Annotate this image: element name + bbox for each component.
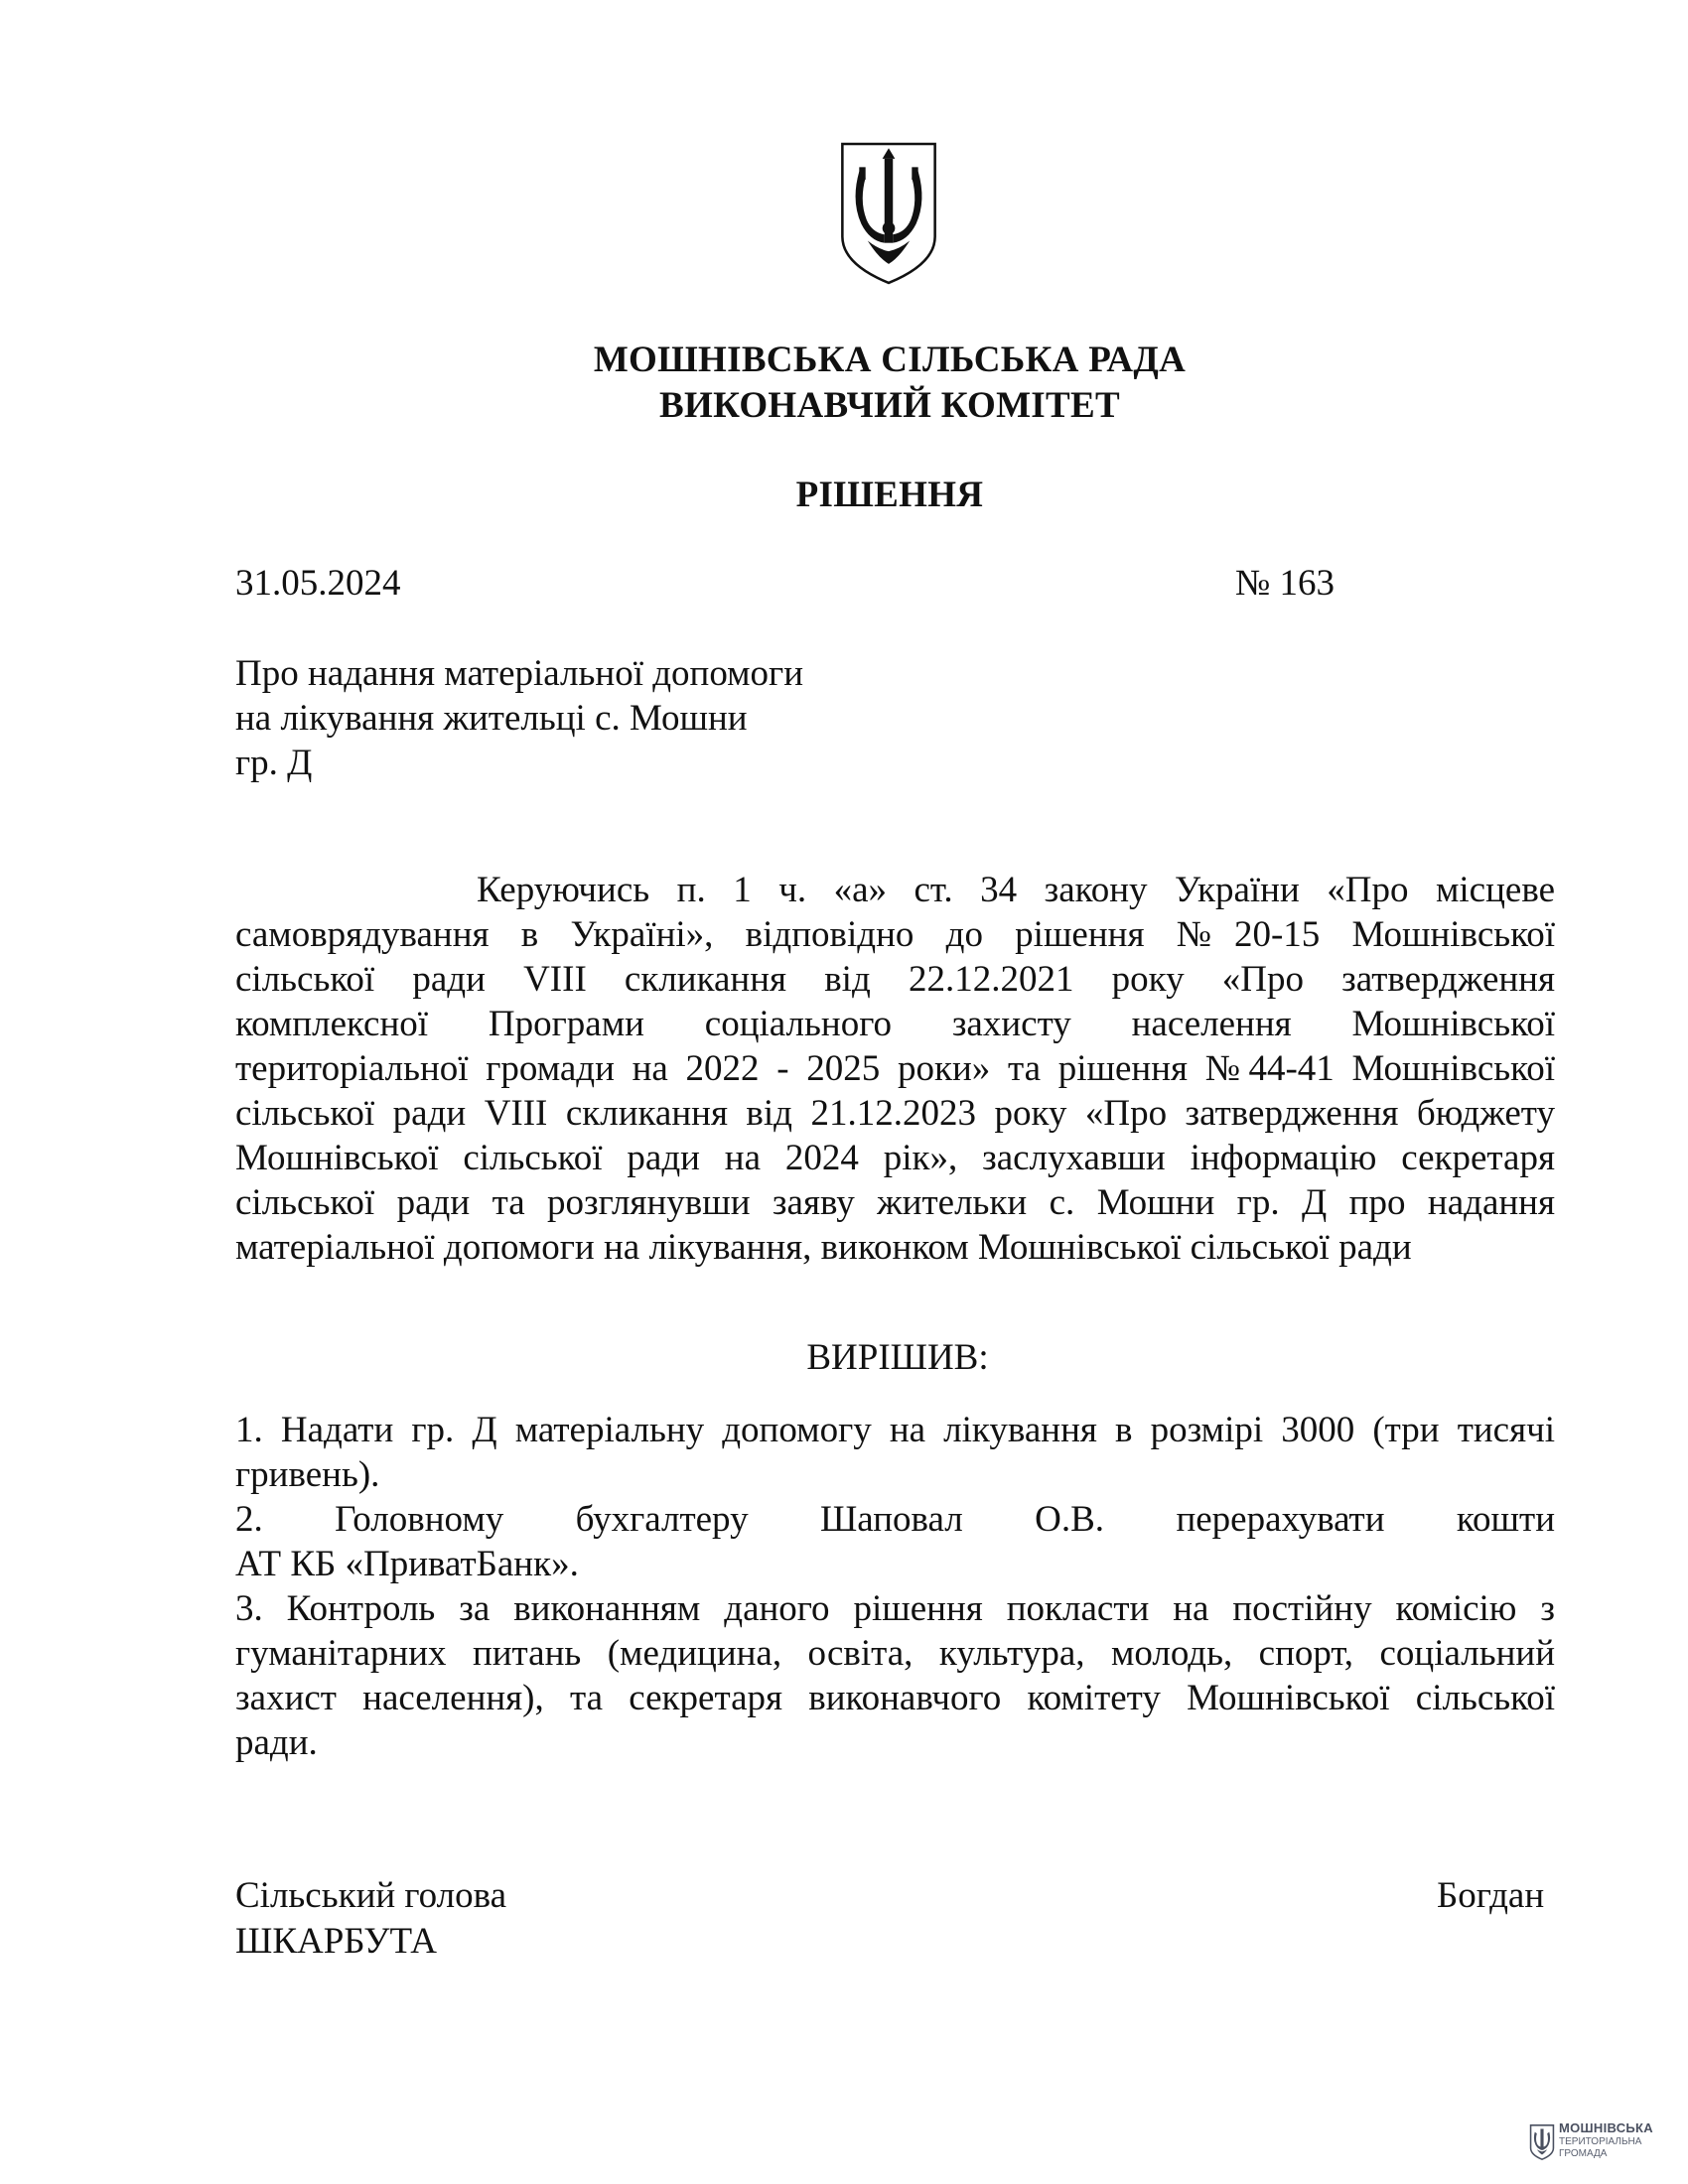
decision-line: 2. Головному бухгалтеру Шаповал О.В. перерахувати кошти: [235, 1499, 1555, 1540]
decision-date: 31.05.2024: [235, 563, 401, 604]
preamble-line: самоврядування в Україні», відповідно до рішення №20-15 Мошнівської: [235, 914, 1555, 955]
coat-of-arms-icon: [836, 139, 941, 288]
preamble-line: Керуючись п. 1 ч. «а» ст. 34 закону України «Про місцеве: [477, 870, 1555, 910]
decision-line: гуманітарних питань (медицина, освіта, культура, молодь, спорт, соціальний: [235, 1633, 1555, 1674]
subject-line: на лікування жительці с. Мошни: [235, 698, 748, 739]
preamble-line: сільської ради та розглянувши заяву жительки с. Мошни гр. Д про надання: [235, 1182, 1555, 1223]
signatory-position: Сільський голова: [235, 1875, 507, 1916]
preamble-paragraph: [235, 868, 1555, 1270]
document-type: РІШЕННЯ: [795, 475, 984, 515]
community-watermark: [1529, 2120, 1668, 2168]
subject-block: [235, 651, 803, 785]
watermark-line: ГРОМАДА: [1559, 2148, 1608, 2159]
preamble-line: комплексної Програми соціального захисту населення Мошнівської: [235, 1004, 1555, 1044]
decision-number: № 163: [1235, 563, 1336, 604]
decided-heading: ВИРІШИВ:: [806, 1337, 989, 1378]
decision-line: захист населення), та секретаря виконавчого комітету Мошнівської сільської: [235, 1678, 1555, 1718]
preamble-line: сільської ради VIII скликання від 21.12.2023 року «Про затвердження бюджету: [235, 1093, 1555, 1134]
subject-line: Про надання матеріальної допомоги: [235, 653, 804, 694]
signatory-first-name: Богдан: [1437, 1875, 1545, 1916]
subject-line: гр. Д: [235, 743, 313, 783]
decision-items: [235, 1408, 1555, 1765]
signatory-surname: ШКАРБУТА: [235, 1921, 437, 1962]
decision-line: ради.: [235, 1722, 318, 1763]
decision-line: гривень).: [235, 1454, 380, 1495]
decision-line: 3. Контроль за виконанням даного рішення покласти на постійну комісію з: [235, 1588, 1555, 1629]
watermark-emblem-icon: [1529, 2122, 1555, 2162]
preamble-line: сільської ради VIII скликання від 22.12.2021 року «Про затвердження: [235, 959, 1555, 1000]
committee-title: ВИКОНАВЧИЙ КОМІТЕТ: [659, 385, 1120, 426]
preamble-line: Мошнівської сільської ради на 2024 рік», заслухавши інформацію секретаря: [235, 1138, 1555, 1178]
preamble-line: матеріальної допомоги на лікування, виконком Мошнівської сільської ради: [235, 1227, 1412, 1268]
watermark-line: ТЕРИТОРІАЛЬНА: [1559, 2136, 1642, 2147]
watermark-line: МОШНІВСЬКА: [1559, 2120, 1653, 2135]
council-title: МОШНІВСЬКА СІЛЬСЬКА РАДА: [593, 340, 1187, 380]
decision-line: 1. Надати гр. Д матеріальну допомогу на лікування в розмірі 3000 (три тисячі: [235, 1410, 1555, 1450]
decision-line: АТ КБ «ПриватБанк».: [235, 1544, 579, 1584]
preamble-line: територіальної громади на 2022 - 2025 роки» та рішення №44-41 Мошнівської: [235, 1048, 1555, 1089]
